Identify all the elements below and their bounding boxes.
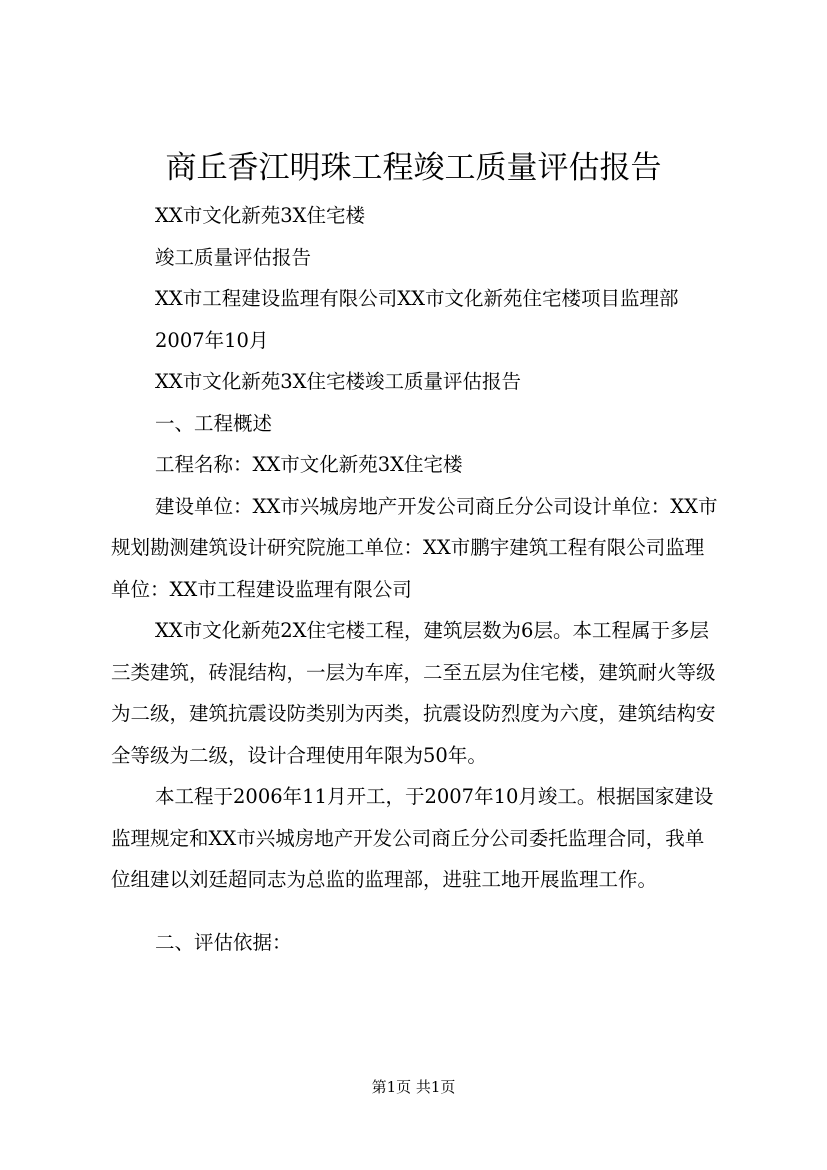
document-title: 商丘香江明珠工程竣工质量评估报告	[165, 150, 662, 186]
paragraph-engineering-name: 工程名称：XX市文化新苑3X住宅楼	[155, 453, 463, 476]
paragraph-building-description: XX市文化新苑2X住宅楼工程，建筑层数为6层。本工程属于多层三类建筑，砖混结构，一层为车库，二至五层为住宅楼，建筑耐火等级为二级，建筑抗震设防类别为丙类，抗震设防烈度为六度，建筑结构安全等级为二级，设计合理使用年限为50年。	[111, 619, 716, 767]
paragraph-full-title: XX市文化新苑3X住宅楼竣工质量评估报告	[155, 370, 522, 393]
paragraph-schedule: 本工程于2006年11月开工，于2007年10月竣工。根据国家建设监理规定和XX市兴城房地产开发公司商丘分公司委托监理合同，我单位组建以刘廷超同志为总监的监理部，进驻工地开展监理工作。	[111, 785, 714, 891]
section-heading-overview: 一、工程概述	[155, 411, 273, 435]
paragraph-units: 建设单位：XX市兴城房地产开发公司商丘分公司设计单位：XX市规划勘测建筑设计研究院施工单位：XX市鹏宇建筑工程有限公司监理单位：XX市工程建设监理有限公司	[111, 494, 718, 601]
paragraph-report-title: 竣工质量评估报告	[155, 245, 312, 269]
paragraph-project-name: XX市文化新苑3X住宅楼	[155, 204, 366, 227]
document-body	[111, 195, 723, 963]
section-heading-basis: 二、评估依据：	[155, 930, 292, 954]
paragraph-supervisor: XX市工程建设监理有限公司XX市文化新苑住宅楼项目监理部	[155, 287, 679, 310]
page-footer: 第1页 共1页	[371, 1078, 456, 1096]
paragraph-date: 2007年10月	[155, 328, 269, 352]
